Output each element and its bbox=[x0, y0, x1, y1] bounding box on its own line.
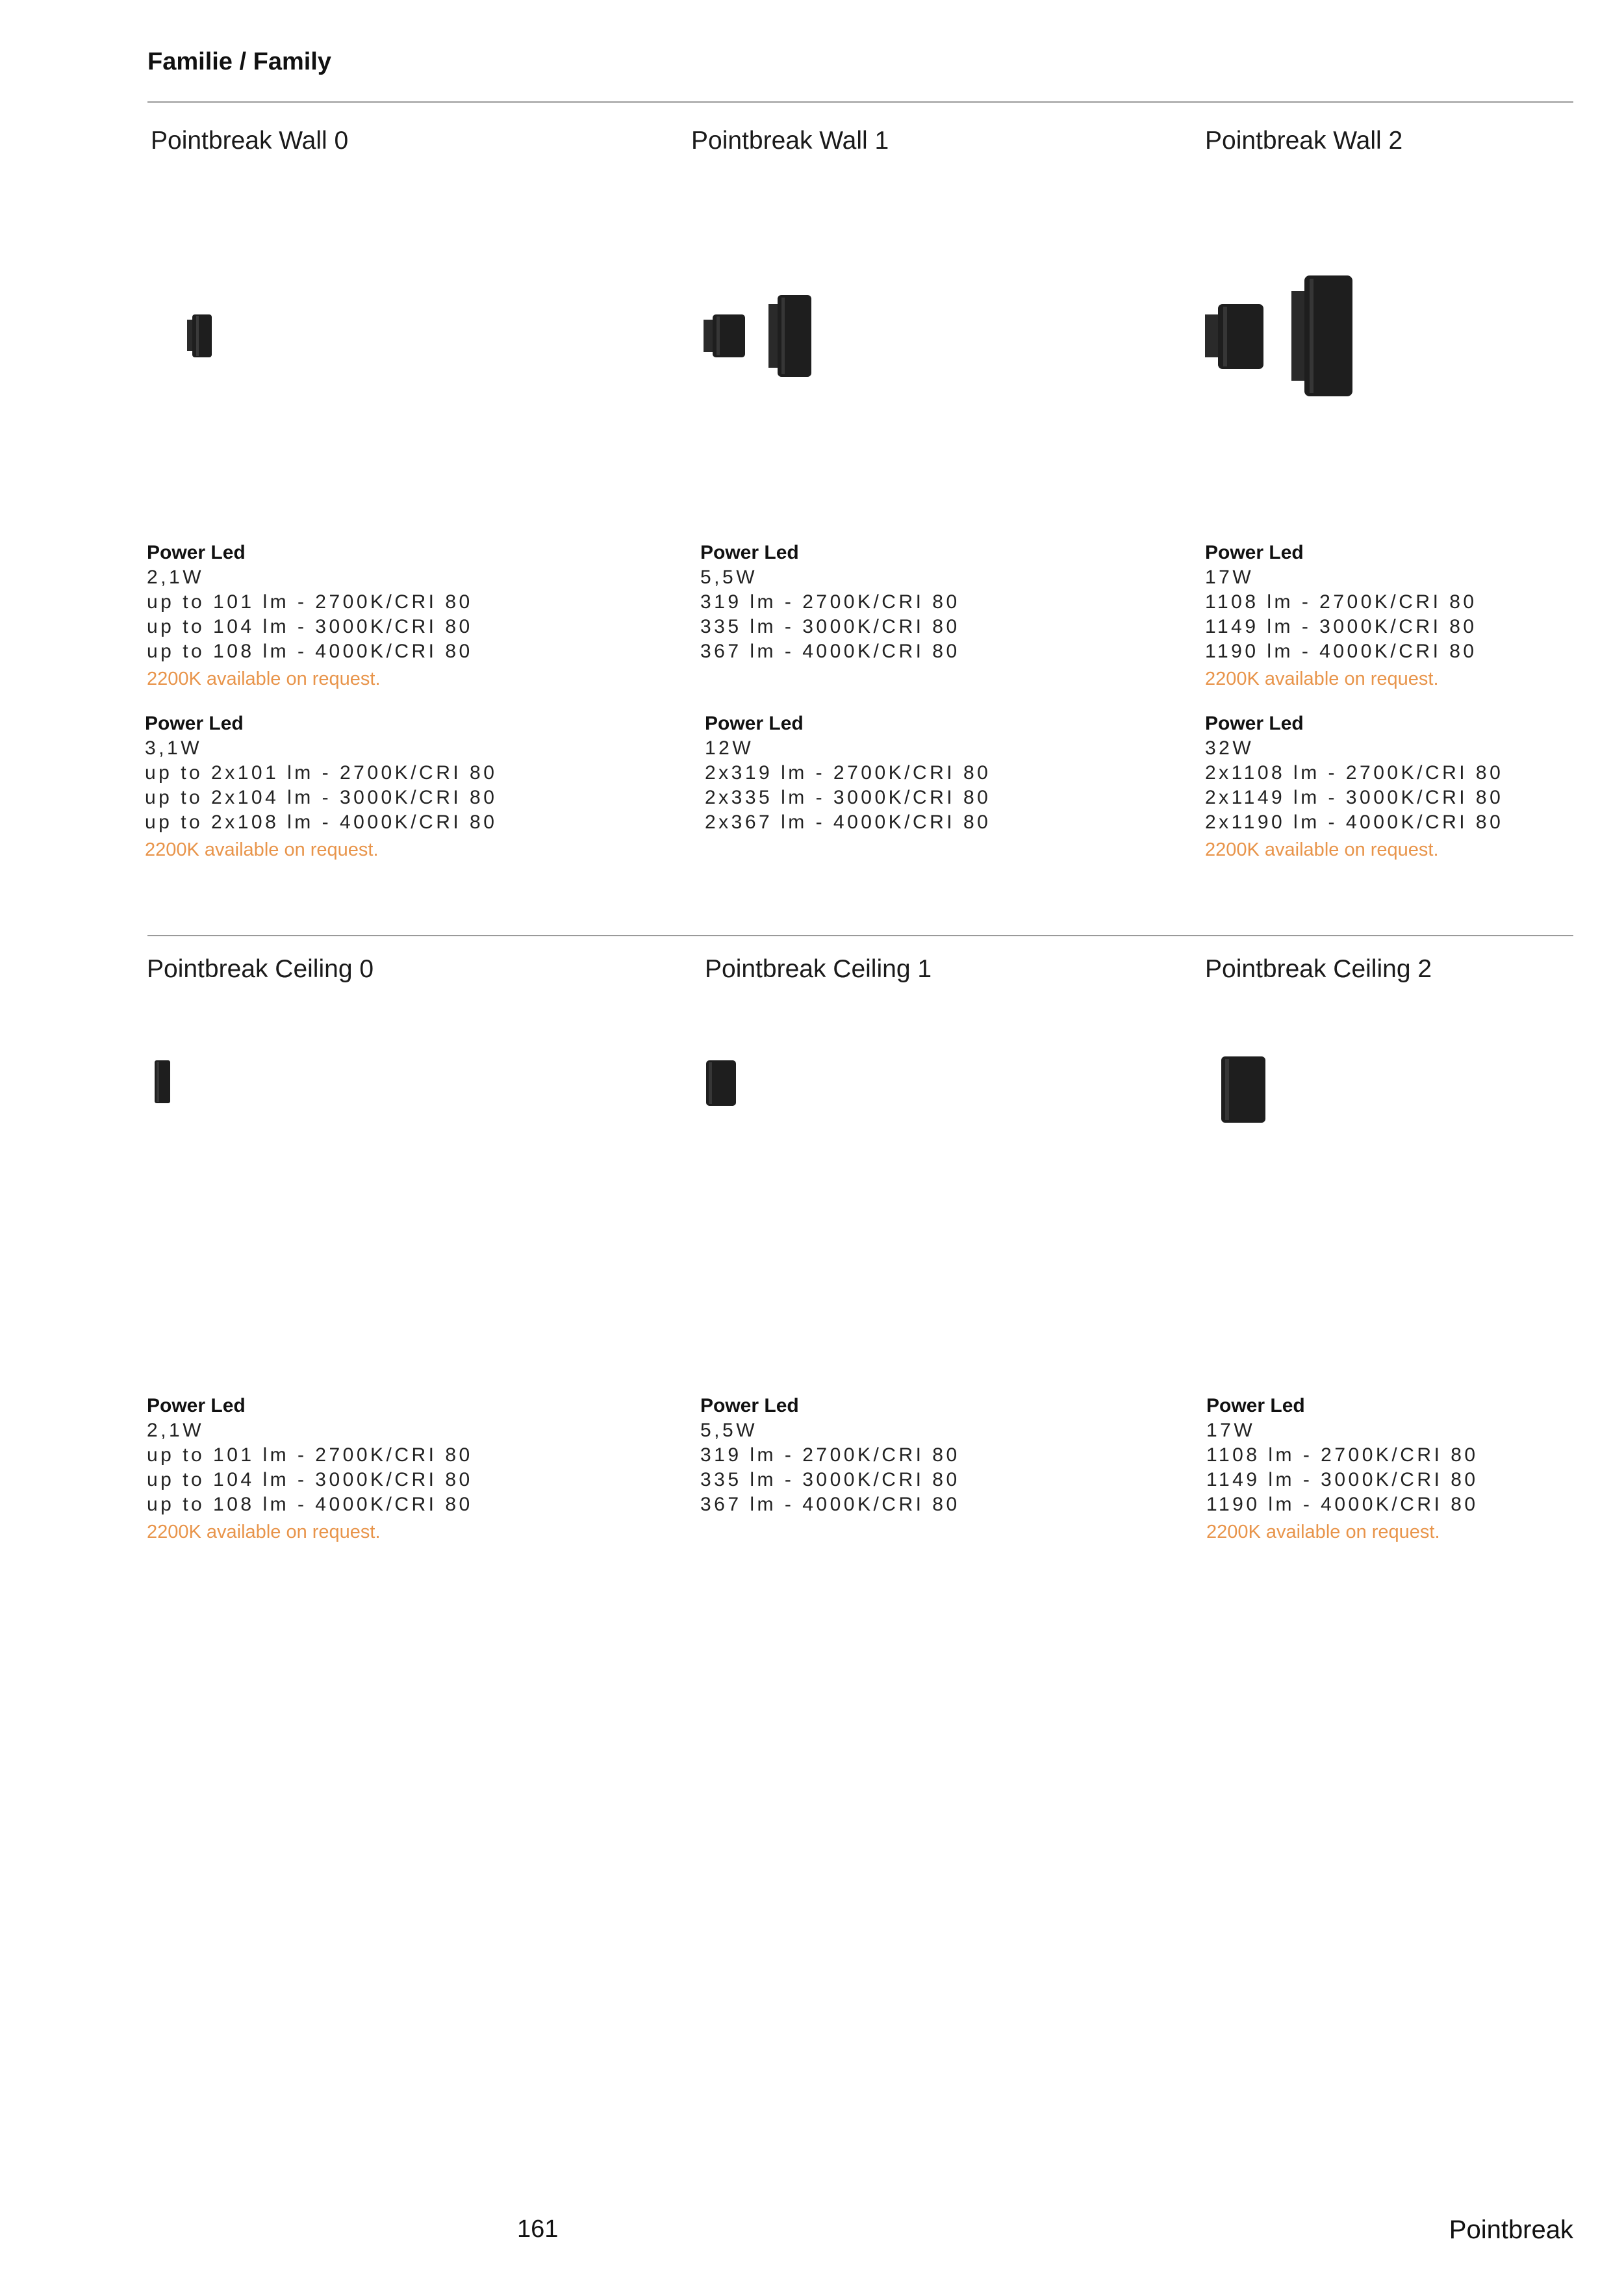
product-title-ceiling-1: Pointbreak Ceiling 1 bbox=[705, 955, 932, 983]
ceiling-0-fixture-image bbox=[155, 1060, 170, 1103]
spec-power: 12W bbox=[705, 737, 754, 759]
section-divider-top bbox=[147, 101, 1573, 103]
spec-line: up to 104 lm - 3000K/CRI 80 bbox=[147, 1469, 473, 1490]
spec-power: 5,5W bbox=[700, 567, 758, 588]
spec-kind: Power Led bbox=[700, 1395, 799, 1416]
family-heading: Familie / Family bbox=[147, 48, 331, 75]
wall-1a-fixture-image bbox=[704, 314, 746, 357]
product-title-wall-1: Pointbreak Wall 1 bbox=[691, 127, 889, 155]
spec-line: up to 2x108 lm - 4000K/CRI 80 bbox=[145, 811, 498, 833]
wall-0-fixture-image bbox=[187, 314, 213, 357]
spec-line: up to 104 lm - 3000K/CRI 80 bbox=[147, 616, 473, 637]
spec-block-wall-1a bbox=[700, 541, 960, 664]
spec-power: 32W bbox=[1205, 737, 1254, 759]
spec-kind: Power Led bbox=[700, 542, 799, 563]
spec-note: 2200K available on request. bbox=[1205, 839, 1439, 860]
spec-line: 2x367 lm - 4000K/CRI 80 bbox=[705, 811, 991, 833]
spec-note: 2200K available on request. bbox=[145, 839, 379, 860]
spec-line: 319 lm - 2700K/CRI 80 bbox=[700, 591, 960, 613]
spec-line: 2x335 lm - 3000K/CRI 80 bbox=[705, 787, 991, 808]
spec-block-wall-1b bbox=[705, 711, 991, 835]
spec-line: up to 101 lm - 2700K/CRI 80 bbox=[147, 591, 473, 613]
spec-line: 1149 lm - 3000K/CRI 80 bbox=[1205, 616, 1477, 637]
spec-kind: Power Led bbox=[1205, 542, 1304, 563]
spec-line: up to 108 lm - 4000K/CRI 80 bbox=[147, 1494, 473, 1515]
spec-kind: Power Led bbox=[147, 1395, 246, 1416]
spec-note: 2200K available on request. bbox=[147, 669, 381, 689]
section-divider-middle bbox=[147, 935, 1573, 936]
wall-2a-fixture-image bbox=[1205, 304, 1265, 369]
spec-note: 2200K available on request. bbox=[147, 1522, 381, 1542]
spec-line: 2x1149 lm - 3000K/CRI 80 bbox=[1205, 787, 1504, 808]
spec-power: 2,1W bbox=[147, 1420, 205, 1441]
spec-block-wall-0a bbox=[147, 541, 473, 691]
spec-power: 2,1W bbox=[147, 567, 205, 588]
product-title-wall-2: Pointbreak Wall 2 bbox=[1205, 127, 1403, 155]
spec-kind: Power Led bbox=[1205, 713, 1304, 734]
spec-block-ceiling-0 bbox=[147, 1394, 473, 1544]
spec-block-wall-2a bbox=[1205, 541, 1477, 691]
spec-kind: Power Led bbox=[145, 713, 244, 734]
wall-1b-fixture-image bbox=[768, 295, 813, 377]
spec-power: 5,5W bbox=[700, 1420, 758, 1441]
spec-line: 1108 lm - 2700K/CRI 80 bbox=[1206, 1444, 1478, 1466]
spec-kind: Power Led bbox=[1206, 1395, 1305, 1416]
spec-line: 335 lm - 3000K/CRI 80 bbox=[700, 616, 960, 637]
spec-power: 17W bbox=[1205, 567, 1254, 588]
spec-block-wall-2b bbox=[1205, 711, 1503, 862]
product-title-ceiling-2: Pointbreak Ceiling 2 bbox=[1205, 955, 1432, 983]
spec-block-ceiling-2 bbox=[1206, 1394, 1478, 1544]
spec-line: 1149 lm - 3000K/CRI 80 bbox=[1206, 1469, 1478, 1490]
spec-line: 2x1108 lm - 2700K/CRI 80 bbox=[1205, 762, 1504, 784]
wall-2b-fixture-image bbox=[1291, 275, 1354, 396]
spec-line: 1108 lm - 2700K/CRI 80 bbox=[1205, 591, 1477, 613]
ceiling-1-fixture-image bbox=[706, 1060, 736, 1106]
spec-line: 1190 lm - 4000K/CRI 80 bbox=[1206, 1494, 1478, 1515]
spec-kind: Power Led bbox=[147, 542, 246, 563]
spec-line: up to 2x104 lm - 3000K/CRI 80 bbox=[145, 787, 498, 808]
spec-line: 2x319 lm - 2700K/CRI 80 bbox=[705, 762, 991, 784]
spec-line: 1190 lm - 4000K/CRI 80 bbox=[1205, 641, 1477, 662]
spec-kind: Power Led bbox=[705, 713, 804, 734]
spec-line: 367 lm - 4000K/CRI 80 bbox=[700, 1494, 960, 1515]
spec-line: up to 108 lm - 4000K/CRI 80 bbox=[147, 641, 473, 662]
footer-family-title: Pointbreak bbox=[1449, 2216, 1573, 2244]
spec-note: 2200K available on request. bbox=[1206, 1522, 1440, 1542]
spec-power: 3,1W bbox=[145, 737, 203, 759]
spec-line: 2x1190 lm - 4000K/CRI 80 bbox=[1205, 811, 1504, 833]
spec-note: 2200K available on request. bbox=[1205, 669, 1439, 689]
spec-block-ceiling-1 bbox=[700, 1394, 960, 1517]
spec-line: 367 lm - 4000K/CRI 80 bbox=[700, 641, 960, 662]
spec-power: 17W bbox=[1206, 1420, 1256, 1441]
spec-line: up to 2x101 lm - 2700K/CRI 80 bbox=[145, 762, 498, 784]
spec-block-wall-0b bbox=[145, 711, 497, 862]
product-title-ceiling-0: Pointbreak Ceiling 0 bbox=[147, 955, 374, 983]
spec-line: 335 lm - 3000K/CRI 80 bbox=[700, 1469, 960, 1490]
ceiling-2-fixture-image bbox=[1221, 1056, 1265, 1123]
product-title-wall-0: Pointbreak Wall 0 bbox=[151, 127, 349, 155]
spec-line: up to 101 lm - 2700K/CRI 80 bbox=[147, 1444, 473, 1466]
page-number: 161 bbox=[517, 2216, 559, 2243]
spec-line: 319 lm - 2700K/CRI 80 bbox=[700, 1444, 960, 1466]
